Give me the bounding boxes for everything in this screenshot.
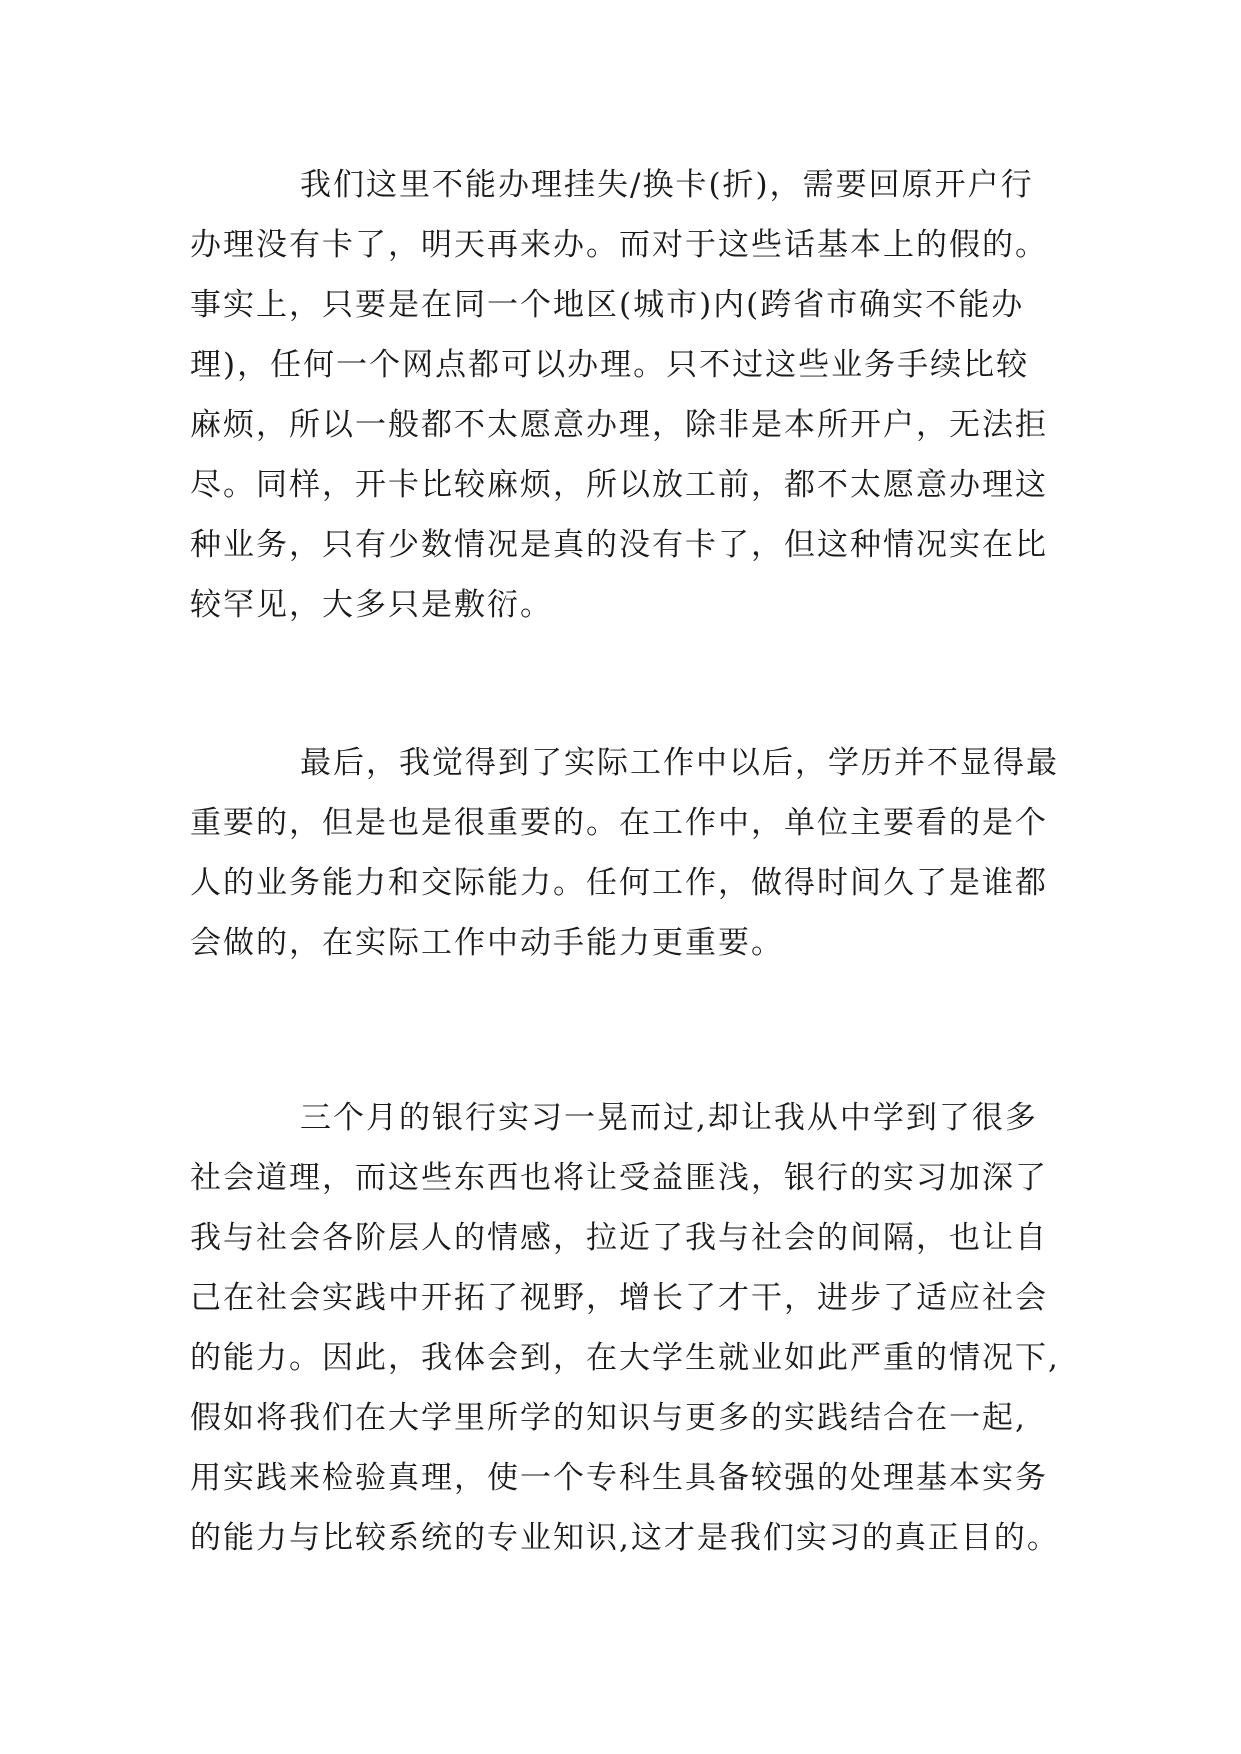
paragraph-line: 麻烦，所以一般都不太愿意办理，除非是本所开户，无法拒 (190, 407, 1048, 443)
paragraph-internship-summary (190, 1088, 1070, 1568)
paragraph-line: 己在社会实践中开拓了视野，增长了才干，进步了适应社会 (190, 1280, 1048, 1316)
paragraph-line: 较罕见，大多只是敷衍。 (190, 587, 553, 623)
paragraph-line: 重要的，但是也是很重要的。在工作中，单位主要看的是个 (190, 805, 1048, 841)
paragraph-line: 种业务，只有少数情况是真的没有卡了，但这种情况实在比 (190, 527, 1048, 563)
paragraph-bank-card-replacement (190, 155, 1070, 635)
paragraph-line: 理)，任何一个网点都可以办理。只不过这些业务手续比较 (190, 347, 1030, 383)
paragraph-line: 我与社会各阶层人的情感，拉近了我与社会的间隔，也让自 (190, 1220, 1048, 1256)
paragraph-line: 会做的，在实际工作中动手能力更重要。 (190, 925, 784, 961)
paragraph-line: 人的业务能力和交际能力。任何工作，做得时间久了是谁都 (190, 865, 1048, 901)
paragraph-line: 社会道理，而这些东西也将让受益匪浅，银行的实习加深了 (190, 1160, 1048, 1196)
paragraph-line: 尽。同样，开卡比较麻烦，所以放工前，都不太愿意办理这 (190, 467, 1048, 503)
paragraph-line: 事实上，只要是在同一个地区(城市)内(跨省市确实不能办 (190, 287, 1025, 323)
paragraph-work-experience (190, 733, 1070, 973)
paragraph-line: 用实践来检验真理，使一个专科生具备较强的处理基本实务 (190, 1460, 1048, 1496)
paragraph-line: 办理没有卡了，明天再来办。而对于这些话基本上的假的。 (190, 227, 1048, 263)
paragraph-line: 假如将我们在大学里所学的知识与更多的实践结合在一起, (190, 1400, 1027, 1436)
paragraph-line: 的能力。因此，我体会到，在大学生就业如此严重的情况下, (190, 1340, 1060, 1376)
paragraph-line: 的能力与比较系统的专业知识,这才是我们实习的真正目的。 (190, 1520, 1060, 1556)
paragraph-line: 最后，我觉得到了实际工作中以后，学历并不显得最 (300, 745, 1059, 781)
paragraph-line: 我们这里不能办理挂失/换卡(折)，需要回原开户行 (300, 167, 1034, 203)
paragraph-line: 三个月的银行实习一晃而过,却让我从中学到了很多 (300, 1100, 1038, 1136)
